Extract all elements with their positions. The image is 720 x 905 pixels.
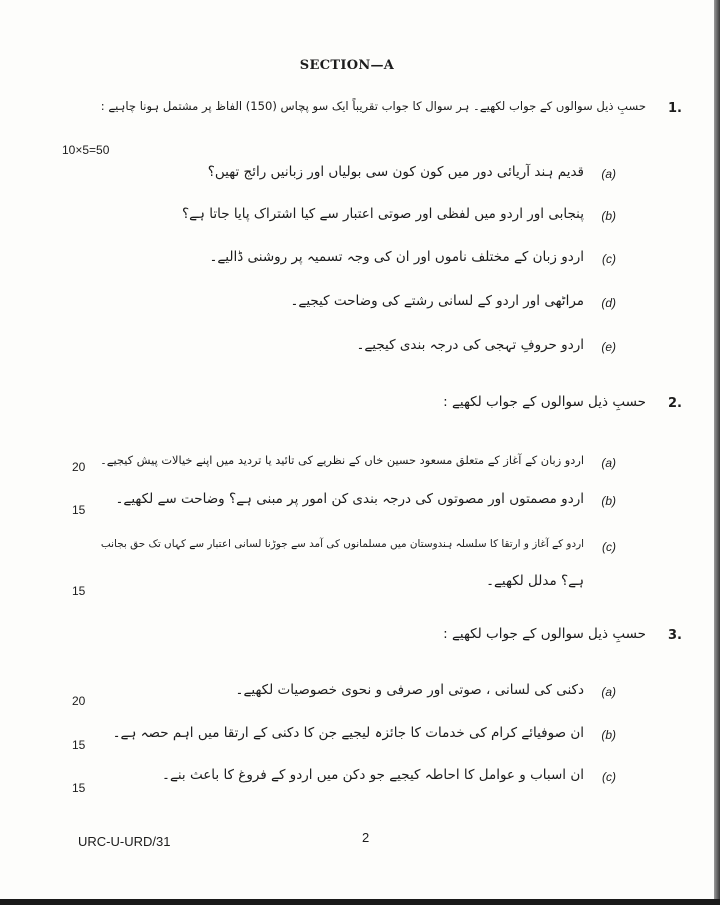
q2-part-c-label: (c) — [602, 540, 616, 554]
q3-part-b-text: ان صوفیائے کرام کی خدمات کا جائزہ لیجیے جن کا دکنی کے ارتقا میں اہم حصہ ہے۔ — [112, 725, 584, 741]
question-1-instruction: حسبِ ذیل سوالوں کے جواب لکھیے۔ ہر سوال کا جواب تقریباً ایک سو پچاس (150) الفاظ پر مشتمل ہونا چاہیے : — [100, 99, 646, 113]
q3-part-c-marks: 15 — [72, 781, 86, 795]
q2-part-c-marks: 15 — [72, 584, 86, 598]
q2-part-c-text-continued: ہے؟ مدلل لکھیے۔ — [486, 573, 584, 589]
question-1-number: 1. — [668, 101, 682, 116]
q3-part-a-marks: 20 — [72, 694, 86, 708]
q1-part-c-label: (c) — [602, 252, 616, 266]
question-1-marks: 10×5=50 — [62, 143, 110, 157]
q1-part-e-label: (e) — [601, 340, 616, 354]
q1-part-c-text: اردو زبان کے مختلف ناموں اور ان کی وجہ تسمیہ پر روشنی ڈالیے۔ — [209, 249, 584, 265]
q2-part-b-text: اردو مصمتوں اور مصوتوں کی درجہ بندی کن امور پر مبنی ہے؟ وضاحت سے لکھیے۔ — [115, 491, 584, 507]
q3-part-b-label: (b) — [601, 728, 616, 742]
q2-part-c-text: اردو کے آغاز و ارتقا کا سلسلہ ہندوستان میں مسلمانوں کی آمد سے جوڑنا لسانی اعتبار سے کہاں تک حق بجانب — [100, 538, 584, 550]
q3-part-c-text: ان اسباب و عوامل کا احاطہ کیجیے جو دکن میں اردو کے فروغ کا باعث بنے۔ — [162, 767, 584, 783]
question-2-number: 2. — [668, 396, 682, 411]
q1-part-a-label: (a) — [601, 167, 616, 181]
paper-code: URC-U-URD/31 — [78, 834, 171, 849]
q1-part-e-text: اردو حروفِ تہجی کی درجہ بندی کیجیے۔ — [356, 337, 584, 353]
page-edge-shadow — [714, 0, 720, 905]
question-3-instruction: حسبِ ذیل سوالوں کے جواب لکھیے : — [443, 626, 646, 642]
q3-part-c-label: (c) — [602, 770, 616, 784]
section-title: SECTION—A — [299, 58, 395, 73]
q1-part-d-text: مراٹھی اور اردو کے لسانی رشتے کی وضاحت کیجیے۔ — [290, 293, 584, 309]
page-bottom-edge — [0, 899, 720, 905]
q2-part-b-marks: 15 — [72, 503, 86, 517]
q2-part-a-text: اردو زبان کے آغاز کے متعلق مسعود حسین خاں کے نظریے کی تائید یا تردید میں اپنے خیالات پیش کیجیے۔ — [100, 453, 584, 467]
page-number: 2 — [362, 830, 370, 845]
q1-part-b-text: پنجابی اور اردو میں لفظی اور صوتی اعتبار سے کیا اشتراک پایا جاتا ہے؟ — [181, 206, 584, 222]
question-2-instruction: حسبِ ذیل سوالوں کے جواب لکھیے : — [443, 394, 646, 410]
question-3-number: 3. — [668, 628, 682, 643]
q3-part-a-label: (a) — [601, 685, 616, 699]
q2-part-b-label: (b) — [601, 494, 616, 508]
q1-part-b-label: (b) — [601, 209, 616, 223]
q3-part-b-marks: 15 — [72, 738, 86, 752]
q1-part-d-label: (d) — [601, 296, 616, 310]
q3-part-a-text: دکنی کی لسانی ، صوتی اور صرفی و نحوی خصوصیات لکھیے۔ — [235, 682, 584, 698]
q2-part-a-label: (a) — [601, 456, 616, 470]
q1-part-a-text: قدیم ہند آریائی دور میں کون کون سی بولیاں اور زبانیں رائج تھیں؟ — [207, 164, 584, 180]
q2-part-a-marks: 20 — [72, 460, 86, 474]
